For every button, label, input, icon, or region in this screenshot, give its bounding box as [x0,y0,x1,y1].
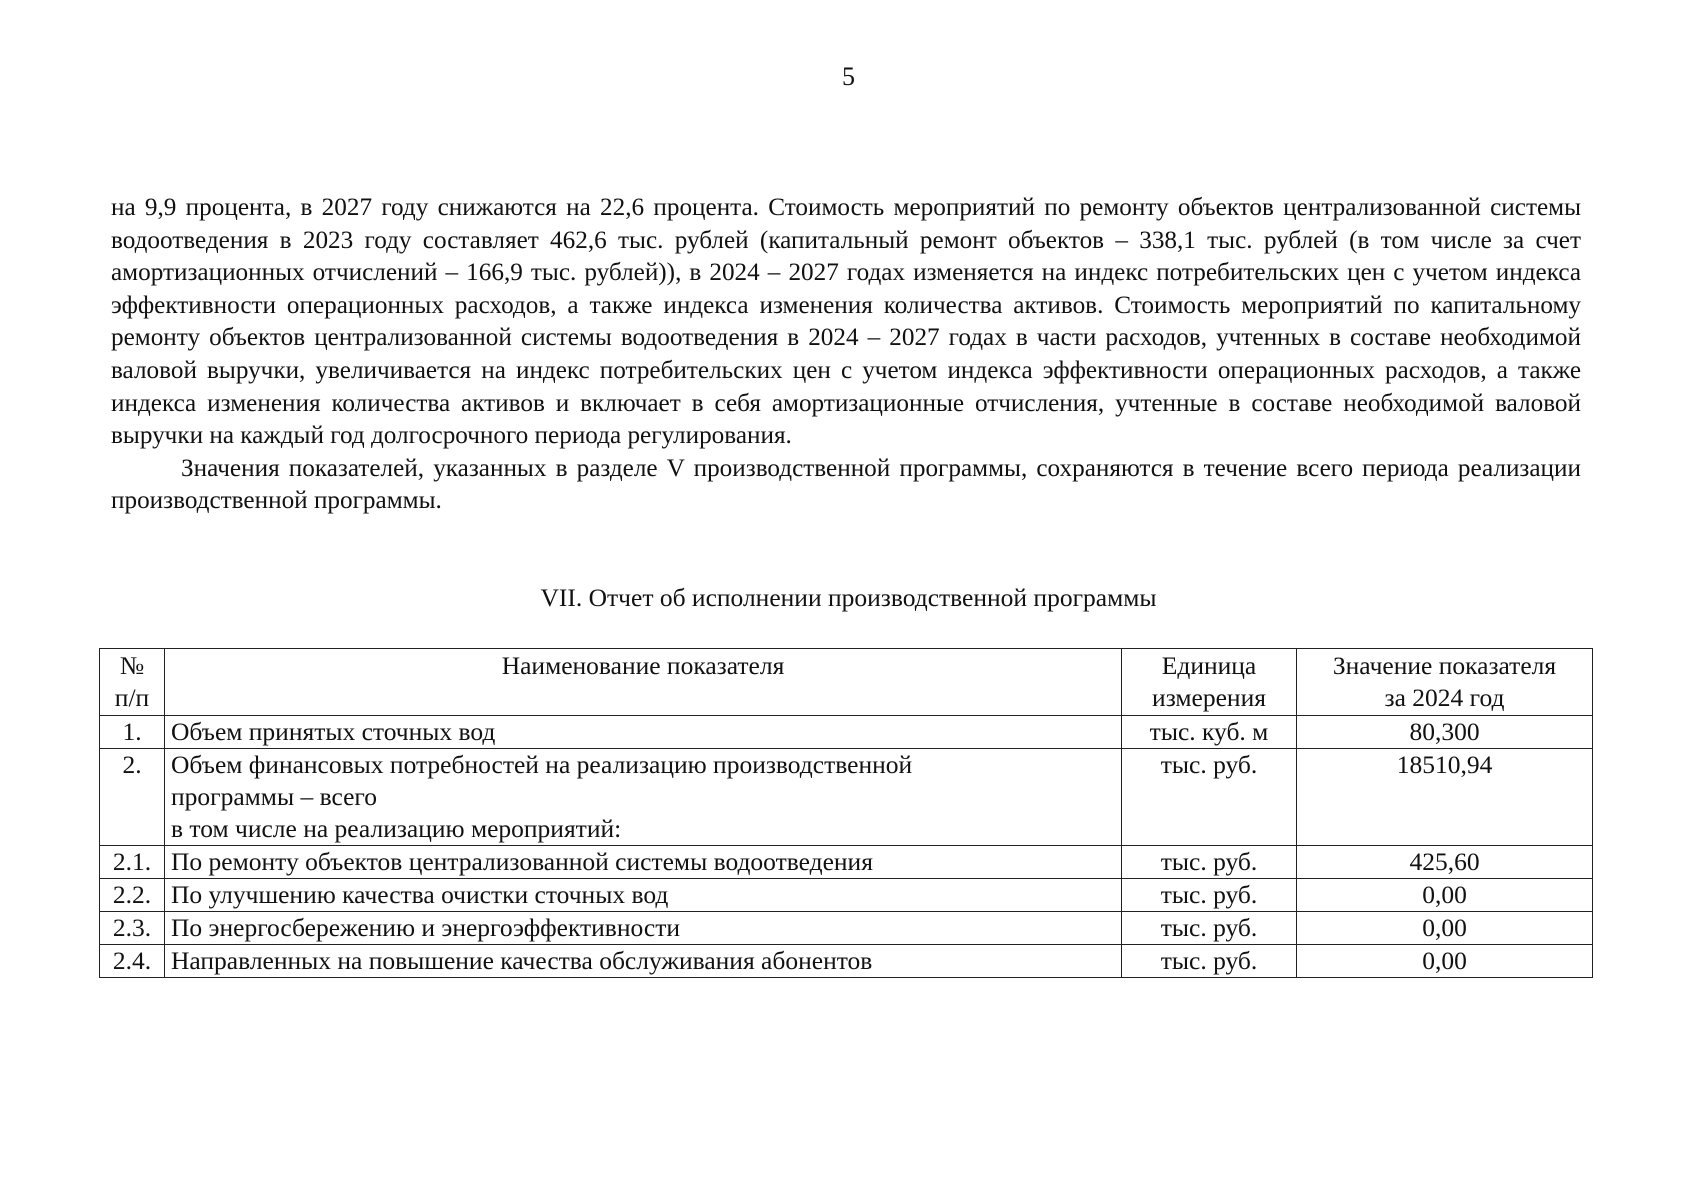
report-table [99,648,1593,978]
table-row [100,846,1593,879]
header-name-cell [165,649,1122,716]
row-num: 2.3. [100,912,165,945]
row-unit: тыс. руб. [1122,945,1297,978]
header-name: Наименование показателя [501,651,785,680]
row-num: 2. [100,749,165,846]
row-value: 0,00 [1297,912,1593,945]
row-value: 80,300 [1297,716,1593,749]
table-row [100,716,1593,749]
row-value: 425,60 [1297,846,1593,879]
row-value: 0,00 [1297,945,1593,978]
row-value: 18510,94 [1297,749,1593,846]
table-row [100,945,1593,978]
row-unit: тыс. руб. [1122,879,1297,912]
row-num: 2.2. [100,879,165,912]
row-name: Направленных на повышение качества обслуживания абонентов [165,945,1122,978]
row-unit: тыс. куб. м [1122,716,1297,749]
header-num-line2: п/п [114,683,150,712]
table-row [100,879,1593,912]
paragraph-1: на 9,9 процента, в 2027 году снижаются на 22,6 процента. Стоимость мероприятий по ремонту объектов централизованной системы водоотведения в 2023 году составляет 462,6 тыс. рублей (капитальный ремонт объектов – 338,1 тыс. рублей (в том числе за счет амортизационных отчислений – 166,9 тыс. рублей)), в 2024 – 2027 годах изменяется на индекс потребительских цен с учетом индекса эффективности операционных расходов, а также индекса изменения количества активов. Стоимость мероприятий по капитальному ремонту объектов централизованной системы водоотведения в 2024 – 2027 годах в части расходов, учтенных в составе необходимой валовой выручки, увеличивается на индекс потребительских цен с учетом индекса эффективности операционных расходов, а также индекса изменения количества активов и включает в себя амортизационные отчисления, учтенные в составе необходимой валовой выручки на каждый год долгосрочного периода регулирования. [111,194,1581,450]
table-header-row [100,649,1593,716]
row-num: 1. [100,716,165,749]
row-name-line1: Объем финансовых потребностей на реализацию производственной [171,750,913,779]
row-name-cell [165,749,1122,846]
paragraph-2: Значения показателей, указанных в разделе V производственной программы, сохраняются в течение всего периода реализации производственной программы. [111,454,1581,515]
header-unit-line1: Единица [1161,651,1257,680]
row-unit: тыс. руб. [1122,846,1297,879]
body-text [111,192,1581,518]
section-title: VII. Отчет об исполнении производственной программы [540,583,1157,612]
row-unit: тыс. руб. [1122,749,1297,846]
row-name: Объем принятых сточных вод [165,716,1122,749]
row-name: По улучшению качества очистки сточных вод [165,879,1122,912]
row-num: 2.1. [100,846,165,879]
header-value-cell [1297,649,1593,716]
header-unit-cell [1122,649,1297,716]
row-num: 2.4. [100,945,165,978]
header-num-cell [100,649,165,716]
row-name: По ремонту объектов централизованной системы водоотведения [165,846,1122,879]
row-unit: тыс. руб. [1122,912,1297,945]
table-row [100,912,1593,945]
row-name: По энергосбережению и энергоэффективности [165,912,1122,945]
header-num-line1: № [119,651,145,680]
row-name-line2: программы – всего [171,782,377,811]
header-value-line2: за 2024 год [1384,683,1505,712]
header-value-line1: Значение показателя [1332,651,1557,680]
row-name-line3: в том числе на реализацию мероприятий: [171,814,622,843]
page-number: 5 [842,62,855,91]
row-value: 0,00 [1297,879,1593,912]
table-row [100,749,1593,846]
header-unit-line2: измерения [1152,683,1266,712]
